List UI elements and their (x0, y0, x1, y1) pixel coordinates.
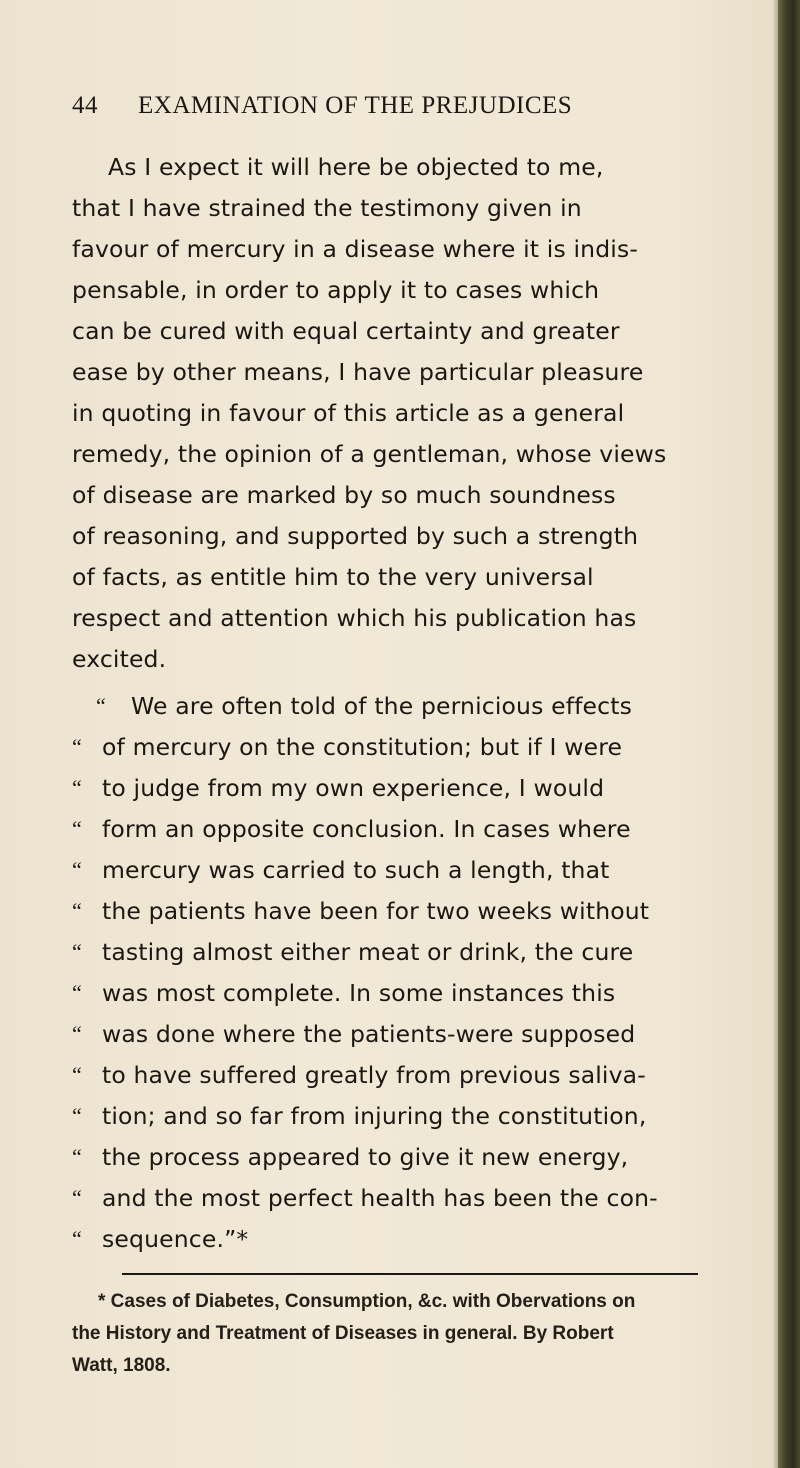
footnote-line: * Cases of Diabetes, Consumption, &c. with Obervations on (98, 1291, 636, 1312)
open-quote-mark: “ (72, 980, 82, 1005)
quotation-line: the process appeared to give it new energy, (102, 1143, 629, 1171)
open-quote-mark: “ (72, 1226, 82, 1251)
open-quote-mark: “ (72, 775, 82, 800)
open-quote-mark: “ (72, 734, 82, 759)
quotation-line: and the most perfect health has been the con- (102, 1184, 658, 1212)
quotation-line: We are often told of the pernicious effects (131, 692, 632, 720)
open-quote-mark: “ (72, 939, 82, 964)
paragraph-line: excited. (72, 645, 167, 673)
open-quote-mark: “ (96, 693, 106, 718)
quotation-line: was done where the patients-were supposed (102, 1020, 636, 1048)
quotation-line: of mercury on the constitution; but if I were (102, 733, 623, 761)
page-number: 44 (72, 92, 98, 119)
paragraph-line: can be cured with equal certainty and greater (72, 317, 620, 345)
open-quote-mark: “ (72, 1185, 82, 1210)
running-head: EXAMINATION OF THE PREJUDICES (138, 92, 573, 119)
quotation-line: to have suffered greatly from previous saliva- (102, 1061, 646, 1089)
paragraph-line: As I expect it will here be objected to me, (108, 153, 604, 181)
open-quote-mark: “ (72, 857, 82, 882)
page-edge (778, 0, 800, 1468)
quotation-line: sequence.”* (102, 1225, 249, 1253)
paragraph-line: of reasoning, and supported by such a strength (72, 522, 639, 550)
open-quote-mark: “ (72, 1021, 82, 1046)
quotation-line: form an opposite conclusion. In cases where (102, 815, 631, 843)
open-quote-mark: “ (72, 816, 82, 841)
paragraph-line: of facts, as entitle him to the very universal (72, 563, 594, 591)
quotation-line: mercury was carried to such a length, that (102, 856, 610, 884)
paragraph-line: pensable, in order to apply it to cases which (72, 276, 600, 304)
quotation-line: tion; and so far from injuring the constitution, (102, 1102, 647, 1130)
paragraph-line: of disease are marked by so much soundness (72, 481, 616, 509)
open-quote-mark: “ (72, 1062, 82, 1087)
paragraph-line: in quoting in favour of this article as a general (72, 399, 625, 427)
quotation-line: the patients have been for two weeks without (102, 897, 650, 925)
paragraph-line: favour of mercury in a disease where it is indis- (72, 235, 638, 263)
quotation-line: tasting almost either meat or drink, the cure (102, 938, 634, 966)
paragraph-line: respect and attention which his publication has (72, 604, 637, 632)
quotation-line: to judge from my own experience, I would (102, 774, 605, 802)
quotation-line: was most complete. In some instances this (102, 979, 616, 1007)
footnote-line: Watt, 1808. (72, 1355, 171, 1376)
paragraph-line: that I have strained the testimony given in (72, 194, 582, 222)
open-quote-mark: “ (72, 898, 82, 923)
paragraph-line: ease by other means, I have particular pleasure (72, 358, 644, 386)
page-header (72, 92, 712, 128)
paragraph-line: remedy, the opinion of a gentleman, whose views (72, 440, 667, 468)
open-quote-mark: “ (72, 1103, 82, 1128)
footnote-rule (122, 1273, 698, 1275)
footnote-line: the History and Treatment of Diseases in general. By Robert (72, 1323, 614, 1344)
open-quote-mark: “ (72, 1144, 82, 1169)
